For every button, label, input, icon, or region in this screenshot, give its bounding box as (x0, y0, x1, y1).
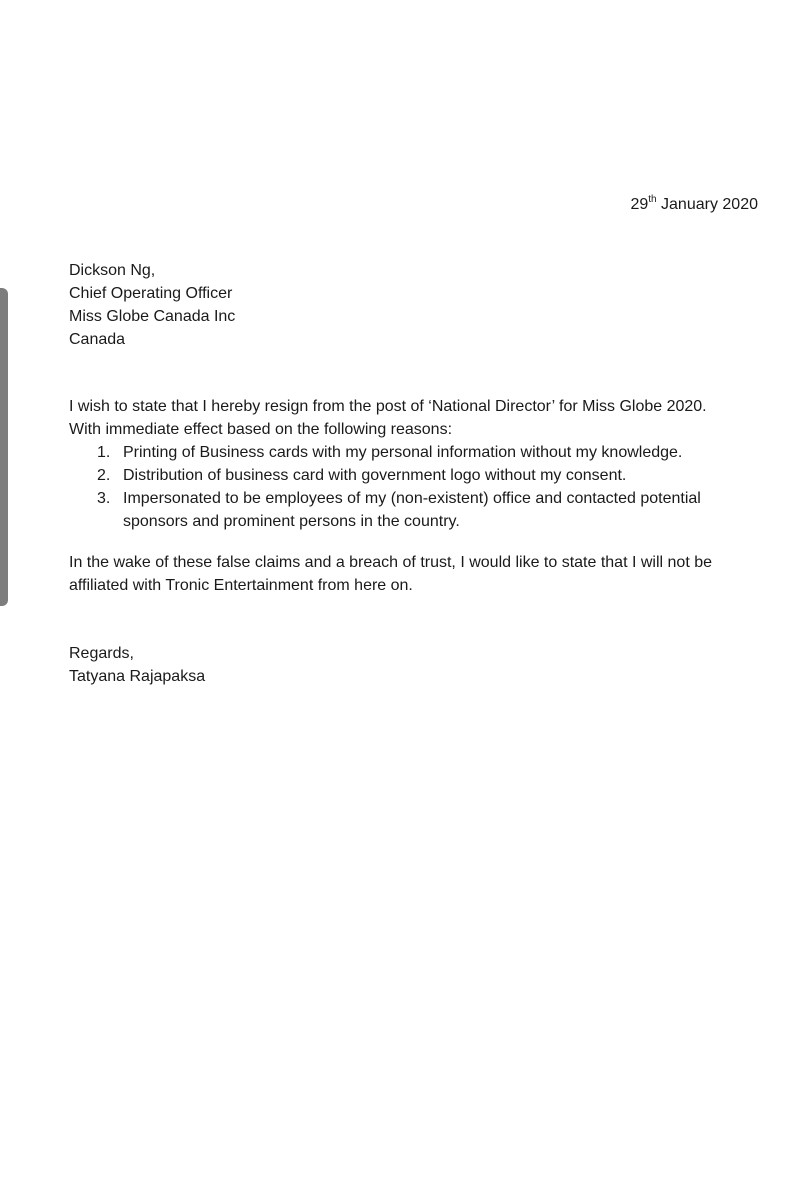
list-item-text: Impersonated to be employees of my (non-existent) office and contacted potential (123, 490, 701, 507)
list-item-number: 2. (97, 467, 111, 484)
list-item-text-continued: sponsors and prominent persons in the country. (123, 513, 460, 530)
scroll-indicator[interactable] (0, 288, 8, 606)
closing-line-1: In the wake of these false claims and a breach of trust, I would like to state that I will not be (69, 554, 713, 571)
signer-name: Tatyana Rajapaksa (69, 668, 206, 685)
recipient-name: Dickson Ng, (69, 262, 156, 279)
list-item-text: Printing of Business cards with my personal information without my knowledge. (123, 444, 683, 461)
recipient-address (69, 259, 235, 351)
body-line-1: I wish to state that I hereby resign from the post of ‘National Director’ for Miss Globe 2020. (69, 398, 707, 415)
list-item-number: 1. (97, 444, 111, 461)
closing-line-2: affiliated with Tronic Entertainment from here on. (69, 577, 413, 594)
recipient-company: Miss Globe Canada Inc (69, 308, 236, 325)
body-line-2: With immediate effect based on the following reasons: (69, 421, 453, 438)
list-item (97, 441, 707, 464)
letter-date (630, 195, 758, 215)
signoff (69, 642, 205, 688)
date-month-year: January 2020 (661, 196, 758, 213)
salutation: Regards, (69, 645, 134, 662)
date-day: 29 (630, 196, 649, 213)
list-item (97, 487, 707, 533)
closing-paragraph (69, 551, 712, 597)
recipient-title: Chief Operating Officer (69, 285, 233, 302)
resignation-paragraph (69, 395, 707, 533)
date-suffix: th (648, 194, 657, 205)
list-item-number: 3. (97, 490, 111, 507)
recipient-country: Canada (69, 331, 126, 348)
list-item-text: Distribution of business card with government logo without my consent. (123, 467, 627, 484)
list-item (97, 464, 707, 487)
reasons-list (69, 441, 707, 533)
